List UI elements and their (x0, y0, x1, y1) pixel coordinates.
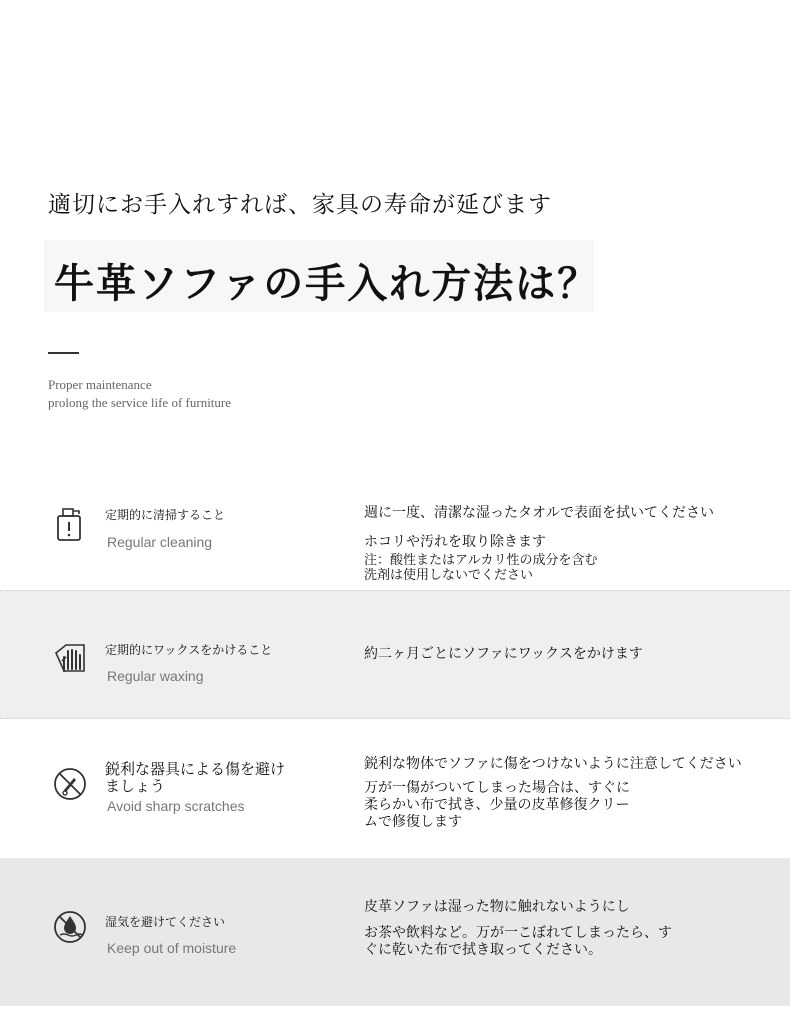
no-water-icon (52, 909, 88, 945)
item-description-line1: 皮革ソファは湿った物に触れないようにし (364, 899, 630, 915)
english-tagline-line2: prolong the service life of furniture (48, 395, 232, 410)
item-description-line2: お茶や飲料など。万が一こぼれてしまったら、すぐに乾いた布で拭き取ってください。 (364, 925, 672, 958)
item-title-en: Keep out of moisture (107, 940, 237, 956)
spray-bottle-icon (52, 506, 88, 542)
page-subtitle: 適切にお手入れすれば、家具の寿命が延びます (48, 192, 552, 218)
wiping-hand-icon (52, 641, 88, 677)
item-description-line2: 万が一傷がついてしまった場合は、すぐに柔らかい布で拭き、少量の皮革修復クリームで修復します (364, 780, 630, 830)
divider (48, 352, 79, 354)
care-item-waxing (0, 590, 790, 719)
item-description-line1: 週に一度、清潔な湿ったタオルで表面を拭いてください (364, 505, 714, 521)
item-description-line1: 鋭利な物体でソファに傷をつけないように注意してください (364, 756, 742, 772)
item-description-line1: 約二ヶ月ごとにソファにワックスをかけます (364, 646, 643, 662)
item-title-ja: 定期的に清掃すること (105, 508, 226, 522)
item-title-ja: 鋭利な器具による傷を避けましょう (105, 760, 286, 795)
item-title-en: Regular waxing (107, 668, 204, 684)
item-title-en: Avoid sharp scratches (107, 798, 245, 814)
item-note-line1: 注：酸性またはアルカリ性の成分を含む (364, 553, 598, 568)
item-note-line2: 洗剤は使用しないでください (364, 568, 534, 583)
item-title-en: Regular cleaning (107, 534, 213, 550)
page-title: 牛革ソファの手入れ方法は？ (54, 261, 600, 307)
item-description-line2: ホコリや汚れを取り除きます (364, 534, 546, 550)
care-item-sharp (0, 718, 790, 858)
care-item-cleaning (0, 480, 790, 590)
no-sharp-objects-icon (52, 766, 88, 802)
care-item-moisture (0, 858, 790, 1006)
item-title-ja: 定期的にワックスをかけること (105, 643, 273, 657)
english-tagline-line1: Proper maintenance (48, 377, 152, 392)
item-title-ja: 湿気を避けてください (105, 915, 226, 929)
